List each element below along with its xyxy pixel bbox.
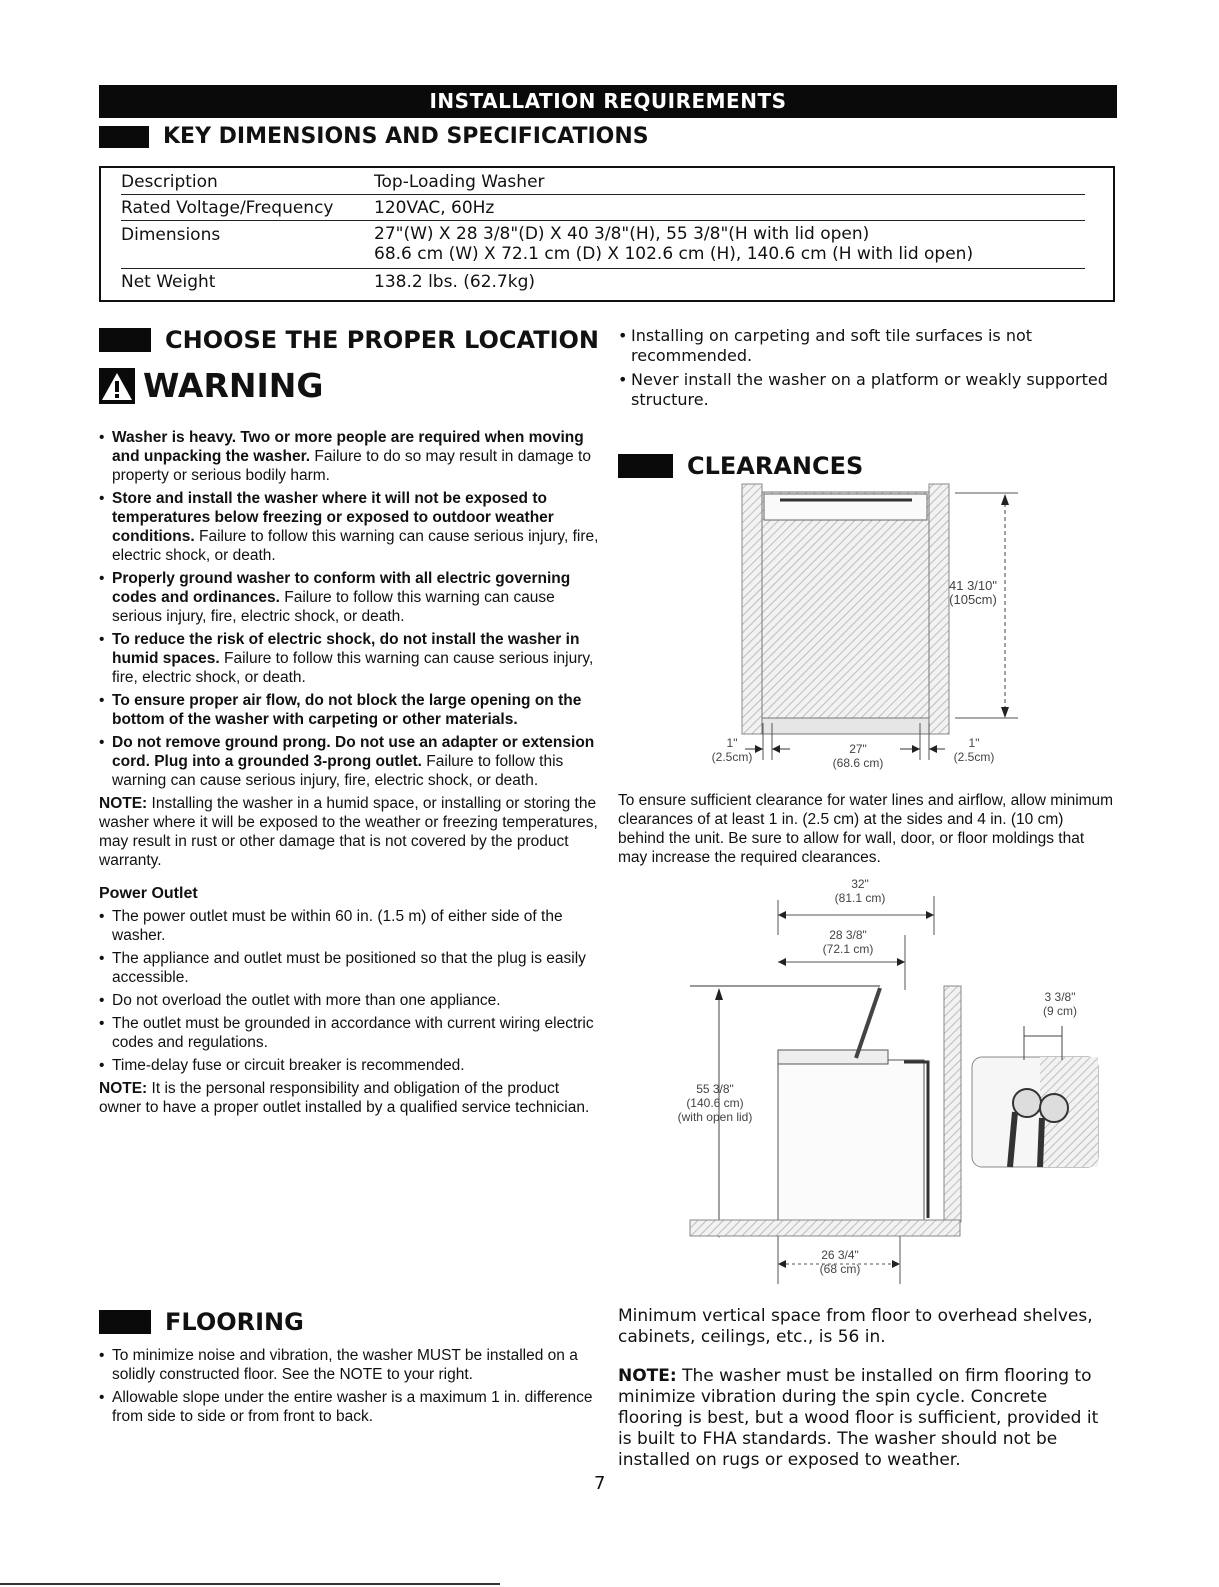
warning-item: • To ensure proper air flow, do not block the large opening on the bottom of the washer with carpeting or other materials.: [99, 691, 599, 729]
bottom-rule: [0, 1583, 500, 1585]
warning-item: • Properly ground washer to conform with all electric governing codes and ordinances. Failure to follow this warning can cause serious injury, fire, electric shock, or death.: [99, 569, 599, 626]
warning-item: • Do not remove ground prong. Do not use an adapter or extension cord. Plug into a grounded 3-prong outlet. Failure to follow this warning can cause serious injury, fire, electric shock, or death.: [99, 733, 599, 790]
power-outlet-heading: Power Outlet: [99, 885, 198, 902]
location-item: • Installing on carpeting and soft tile surfaces is not recommended.: [618, 326, 1108, 366]
depth-unit-label: 28 3/8" (72.1 cm): [822, 928, 874, 956]
warning-title-text: WARNING: [143, 366, 324, 405]
clearances-text: To ensure sufficient clearance for water lines and airflow, allow minimum clearances of at least 1 in. (2.5 cm) at the sides and 4 in. (10 cm) behind the unit. Be sure to allow for wall, door, or floor moldings that may increase the required clearances.: [618, 792, 1114, 866]
flooring-heading-text: FLOORING: [165, 1308, 304, 1336]
flooring-note: NOTE: The washer must be installed on firm flooring to minimize vibration during the spin cycle. Concrete flooring is best, but a wood floor is sufficient, provided it is built to FHA standards. The washer should not be installed on rugs or exposed to weather.: [618, 1366, 1099, 1470]
page-banner: INSTALLATION REQUIREMENTS: [99, 85, 1117, 118]
warning-item: • Store and install the washer where it will not be exposed to temperatures below freezing or exposed to outdoor weather conditions. Failure to follow this warning can cause serious injury, fire, electric shock, or death.: [99, 489, 599, 565]
side-right-label: 1" (2.5cm): [953, 736, 995, 764]
base-depth-label: 26 3/4" (68 cm): [819, 1248, 861, 1276]
clearances-heading-text: CLEARANCES: [687, 452, 864, 480]
power-item: • The appliance and outlet must be positioned so that the plug is easily accessible.: [99, 949, 599, 987]
spec-value: 138.2 lbs. (62.7kg): [374, 272, 536, 292]
power-item: • Time-delay fuse or circuit breaker is recommended.: [99, 1056, 599, 1075]
page-number: 7: [594, 1473, 606, 1494]
spec-value: 120VAC, 60Hz: [374, 198, 495, 218]
flooring-item: • Allowable slope under the entire washer is a maximum 1 in. difference from side to side or from front to back.: [99, 1388, 599, 1426]
location-heading-text: CHOOSE THE PROPER LOCATION: [165, 326, 599, 354]
front-height-label: 41 3/10" (105cm): [949, 578, 997, 607]
side-left-label: 1" (2.5cm): [711, 736, 753, 764]
spec-value: 27"(W) X 28 3/8"(D) X 40 3/8"(H), 55 3/8"(H with lid open): [374, 224, 870, 244]
depth-total-label: 32" (81.1 cm): [834, 877, 886, 905]
power-item: • The outlet must be grounded in accordance with current wiring electric codes and regulations.: [99, 1014, 599, 1052]
height-open-label: 55 3/8" (140.6 cm) (with open lid): [677, 1082, 753, 1124]
note-outlet: NOTE: It is the personal responsibility and obligation of the product owner to have a proper outlet installed by a qualified service technician.: [99, 1080, 590, 1116]
location-item: • Never install the washer on a platform or weakly supported structure.: [618, 370, 1108, 410]
note-humid: NOTE: Installing the washer in a humid space, or installing or storing the washer where it will be exposed to the weather or freezing temperatures, may result in rust or other damage that is not covered by the product warranty.: [99, 795, 598, 869]
vertical-space-text: Minimum vertical space from floor to overhead shelves, cabinets, ceilings, etc., is 56 in.: [618, 1306, 1093, 1347]
warning-item: • Washer is heavy. Two or more people are required when moving and unpacking the washer. Failure to do so may result in damage to property or serious bodily harm.: [99, 428, 599, 485]
power-item: • Do not overload the outlet with more than one appliance.: [99, 991, 599, 1010]
rear-gap-label: 3 3/8" (9 cm): [1043, 990, 1077, 1018]
flooring-item: • To minimize noise and vibration, the washer MUST be installed on a solidly constructed floor. See the NOTE to your right.: [99, 1346, 599, 1384]
front-view-diagram: [742, 484, 1018, 760]
spec-label: Rated Voltage/Frequency: [121, 198, 334, 218]
power-item: • The power outlet must be within 60 in. (1.5 m) of either side of the washer.: [99, 907, 599, 945]
hose-closeup-diagram: [972, 1026, 1098, 1167]
warning-item: • To reduce the risk of electric shock, do not install the washer in humid spaces. Failure to follow this warning can cause serious injury, fire, electric shock, or death.: [99, 630, 599, 687]
spec-value-metric: 68.6 cm (W) X 72.1 cm (D) X 102.6 cm (H), 140.6 cm (H with lid open): [374, 244, 974, 264]
spec-label: Description: [121, 172, 218, 192]
spec-label: Net Weight: [121, 272, 216, 292]
width-label: 27" (68.6 cm): [832, 742, 884, 770]
specs-heading-text: KEY DIMENSIONS AND SPECIFICATIONS: [163, 124, 649, 149]
spec-label: Dimensions: [121, 225, 221, 245]
spec-value: Top-Loading Washer: [374, 172, 545, 192]
